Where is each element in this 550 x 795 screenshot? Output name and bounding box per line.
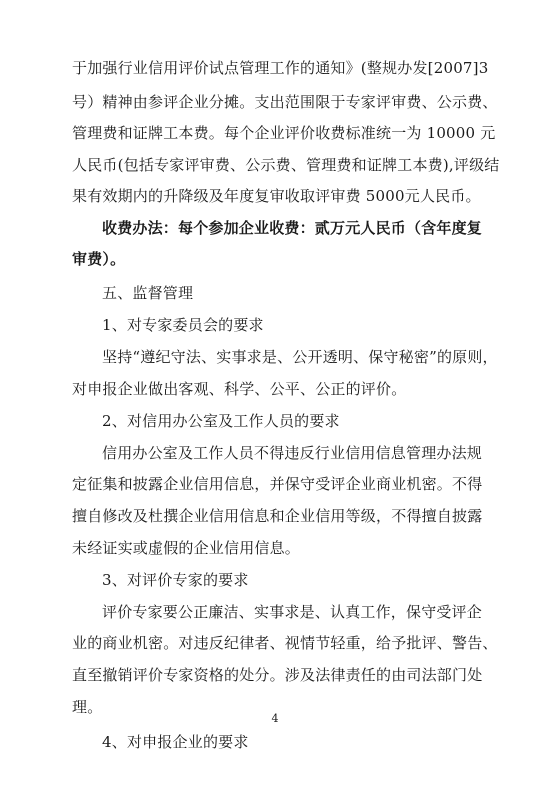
paragraph-line: 人民币(包括专家评审费、公示费、管理费和证牌工本费),评级结 (72, 156, 500, 174)
paragraph-line: 直至撤销评价专家资格的处分。涉及法律责任的由司法部门处 (72, 666, 483, 684)
fee-method-line: 收费办法：每个参加企业收费：贰万元人民币（含年度复 (102, 219, 483, 237)
paragraph-line: 对申报企业做出客观、科学、公平、公正的评价。 (72, 380, 407, 398)
paragraph-line: 业的商业机密。对违反纪律者、视情节轻重，给予批评、警告、 (72, 634, 498, 652)
subsection-heading: 4、对申报企业的要求 (102, 733, 249, 751)
paragraph-line: 擅自修改及杜撰企业信用信息和企业信用等级，不得擅自披露 (72, 507, 483, 525)
paragraph-line: 定征集和披露企业信用信息，并保守受评企业商业机密。不得 (72, 475, 483, 493)
paragraph-line: 信用办公室及工作人员不得违反行业信用信息管理办法规 (102, 444, 483, 462)
subsection-heading: 2、对信用办公室及工作人员的要求 (102, 412, 340, 430)
fee-method-line: 审费）。 (72, 250, 126, 268)
subsection-heading: 1、对专家委员会的要求 (102, 316, 264, 334)
paragraph-line: 于加强行业信用评价试点管理工作的通知》(整规办发[2007]3 (72, 59, 489, 77)
paragraph-line: 管理费和证牌工本费。每个企业评价收费标准统一为 10000 元 (72, 124, 496, 142)
paragraph-line: 坚持“遵纪守法、实事求是、公开透明、保守秘密”的原则， (102, 348, 498, 366)
paragraph-line: 理。 (72, 698, 103, 716)
section-heading: 五、监督管理 (102, 284, 194, 302)
page-number: 4 (271, 712, 279, 725)
paragraph-line: 评价专家要公正廉洁、实事求是、认真工作，保守受评企 (102, 603, 483, 621)
subsection-heading: 3、对评价专家的要求 (102, 571, 249, 589)
paragraph-line: 果有效期内的升降级及年度复审收取评审费 5000元人民币。 (72, 187, 481, 205)
paragraph-line: 号）精神由参评企业分摊。支出范围限于专家评审费、公示费、 (72, 93, 498, 111)
paragraph-line: 未经证实或虚假的企业信用信息。 (72, 539, 301, 557)
